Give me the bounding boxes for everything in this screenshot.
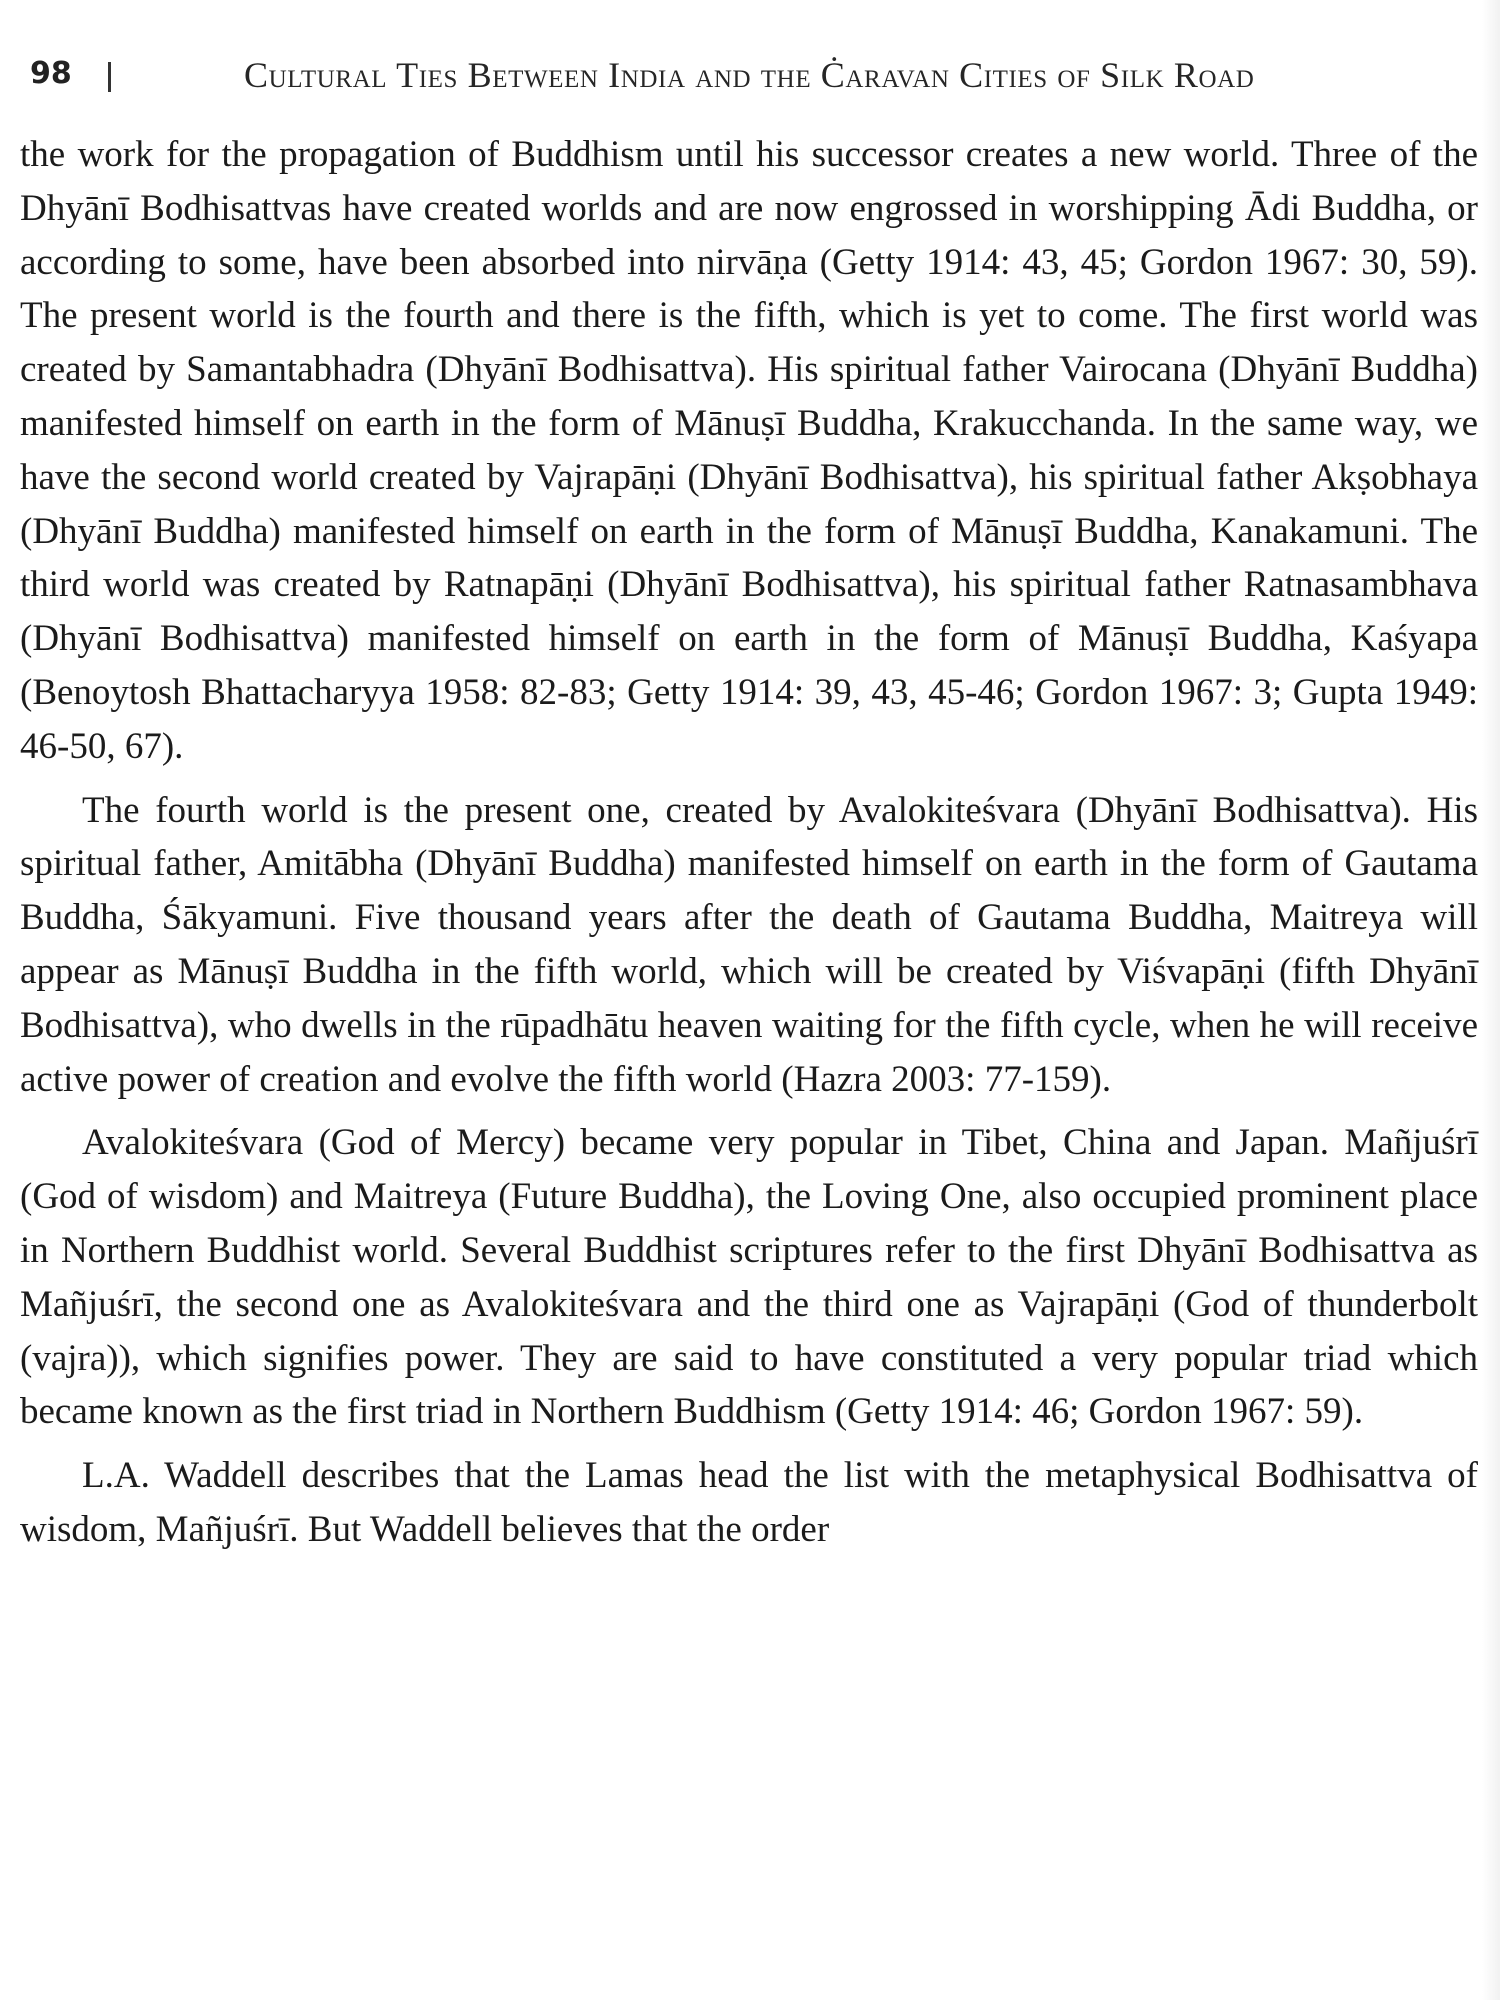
paragraph-2: The fourth world is the present one, created by Avalokiteśvara (Dhyānī Bodhisattva). His spiritual father, Amitābha (Dhyānī Buddha) manifested himself on earth in the form of Gautama Buddha, Śākyamuni. Five thousand years after the death of Gautama Buddha, Maitreya will appear as Mānuṣī Buddha in the fifth world, which will be created by Viśvapāṇi (fifth Dhyānī Bodhisattva), who dwells in the rūpadhātu heaven waiting for the fifth cycle, when he will receive active power of creation and evolve the fifth world (Hazra 2003: 77-159). [20,789,1478,1100]
page-edge-shadow [1482,0,1500,2000]
running-title: Cultural Ties Between India and the Ċaravan Cities of Silk Road [244,55,1255,95]
paragraph-3: Avalokiteśvara (God of Mercy) became very popular in Tibet, China and Japan. Mañjuśrī (God of wisdom) and Maitreya (Future Buddha), the Loving One, also occupied prominent place in Northern Buddhist world. Several Buddhist scriptures refer to the first Dhyānī Bodhisattva as Mañjuśrī, the second one as Avalokiteśvara and the third one as Vajrapāṇi (God of thunderbolt (vajra)), which signifies power. They are said to have constituted a very popular triad which became known as the first triad in Northern Buddhism (Getty 1914: 46; Gordon 1967: 59). [20,1122,1478,1433]
paragraph-1: the work for the propagation of Buddhism until his successor creates a new world. Three of the Dhyānī Bodhisattvas have created worlds and are now engrossed in worshipping Ādi Buddha, or according to some, have been absorbed into nirvāṇa (Getty 1914: 43, 45; Gordon 1967: 30, 59). The present world is the fourth and there is the fifth, which is yet to come. The first world was created by Samantabhadra (Dhyānī Bodhisattva). His spiritual father Vairocana (Dhyānī Buddha) manifested himself on earth in the form of Mānuṣī Buddha, Krakucchanda. In the same way, we have the second world created by Vajrapāṇi (Dhyānī Bodhisattva), his spiritual father Akṣobhaya (Dhyānī Buddha) manifested himself on earth in the form of Mānuṣī Buddha, Kanakamuni. The third world was created by Ratnapāṇi (Dhyānī Bodhisattva), his spiritual father Ratnasambhava (Dhyānī Bodhisattva) manifested himself on earth in the form of Mānuṣī Buddha, Kaśyapa (Benoytosh Bhattacharyya 1958: 82-83; Getty 1914: 39, 43, 45-46; Gordon 1967: 3; Gupta 1949: 46-50, 67). [20,134,1478,767]
running-header [22,52,1482,112]
paragraph-4: L.A. Waddell describes that the Lamas head the list with the metaphysical Bodhisattva of wisdom, Mañjuśrī. But Waddell believes that the order [20,1455,1478,1550]
header-separator-rule [108,62,111,92]
page-number: 98 [30,56,72,91]
body-text [20,128,1478,1557]
